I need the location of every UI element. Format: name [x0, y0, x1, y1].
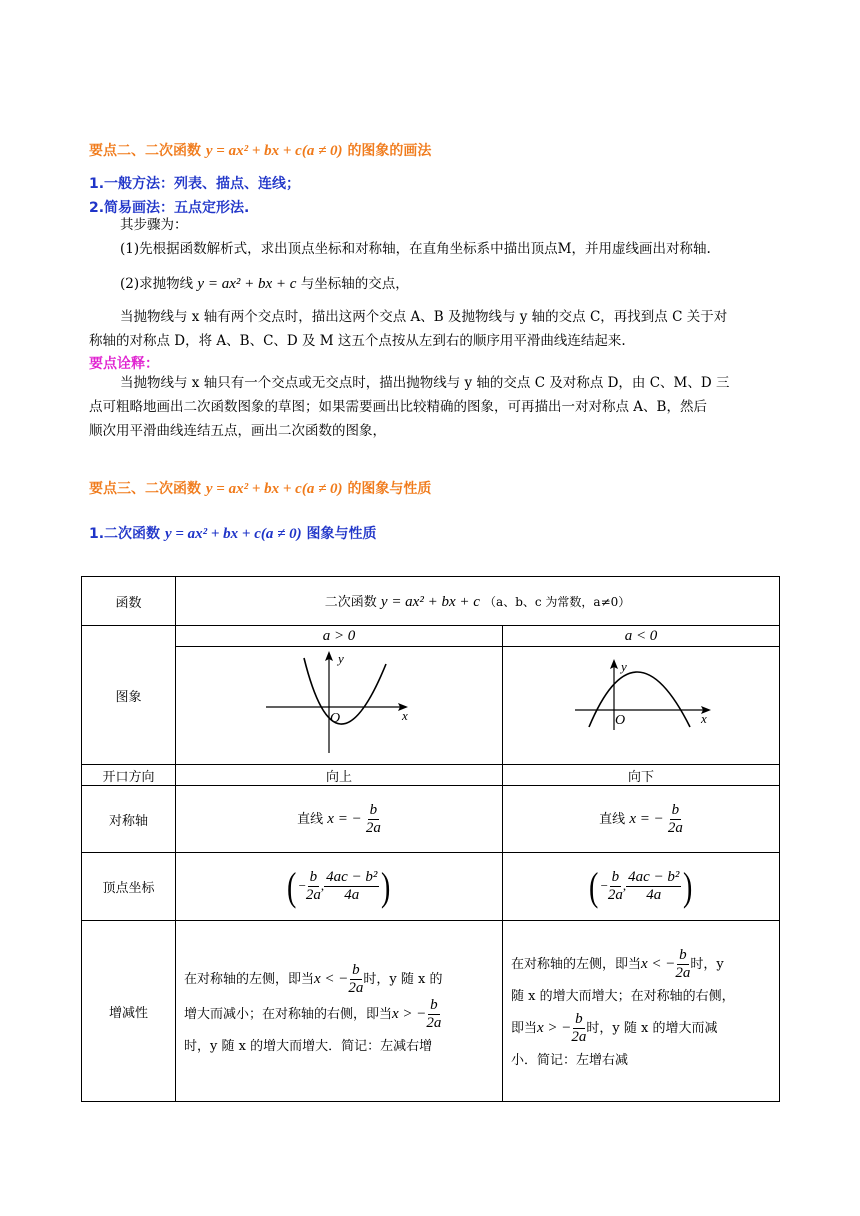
- cell-text: 增大而减小；在对称轴的右侧，即当: [184, 1006, 393, 1022]
- cell-note: （a、b、c 为常数，a≠0）: [484, 595, 631, 609]
- heading-text: 要点二、二次函数: [89, 143, 201, 159]
- cell-formula: −: [600, 878, 608, 893]
- frac-den: 2a: [426, 1014, 442, 1031]
- cell-formula: x < −: [314, 970, 349, 987]
- heading-formula: y = ax² + bx + c(a ≠ 0): [164, 526, 302, 542]
- cell-text: 小．简记：左增右减: [511, 1053, 629, 1068]
- method-item-2: 2.简易画法：五点定形法.: [89, 200, 250, 216]
- subsection-heading: [89, 523, 377, 543]
- heading-formula: y = ax² + bx + c(a ≠ 0): [205, 481, 343, 497]
- cell-formula: x > −: [392, 1005, 427, 1022]
- heading-text: 要点三、二次函数: [89, 481, 201, 497]
- cell-formula: x = −: [327, 810, 362, 827]
- cell-formula: x = −: [629, 810, 664, 827]
- heading-formula: y = ax² + bx + c(a ≠ 0): [205, 143, 343, 159]
- table-row: [82, 626, 780, 647]
- steps-intro: 其步骤为：: [120, 217, 188, 233]
- step-2: [120, 271, 409, 298]
- frac-num: b: [352, 961, 360, 978]
- step-formula: y = ax² + bx + c: [197, 276, 297, 292]
- row-label: 增减性: [82, 921, 176, 1102]
- vertex-neg: ( − $\frac{b}{2a}$ , $\frac{\text{4ac − b²}}{4a}$ ): [503, 853, 780, 921]
- cell-text: 直线: [599, 811, 626, 827]
- fraction: [608, 869, 623, 904]
- frac-num: 4ac − b²: [326, 869, 378, 885]
- row-label: 顶点坐标: [82, 853, 176, 921]
- open-pos: 向上: [176, 765, 503, 786]
- origin-label: O: [330, 711, 341, 726]
- cell-text: 时，y 随 x 的增大而减: [586, 1021, 718, 1036]
- frac-den: 2a: [305, 887, 321, 903]
- cell-formula: x > −: [537, 1020, 572, 1036]
- frac-num: b: [575, 1011, 583, 1027]
- function-cell: [176, 577, 780, 626]
- cell-formula: y = ax² + bx + c: [380, 594, 480, 610]
- frac-num: b: [309, 869, 318, 885]
- axis-neg: [503, 786, 780, 853]
- fraction: [348, 962, 363, 997]
- paragraph-line: 顺次用平滑曲线连结五点，画出二次函数的图象，: [89, 423, 386, 439]
- fraction: [324, 869, 379, 904]
- frac-den: 4a: [646, 887, 662, 903]
- graph-up-cell: [176, 647, 503, 765]
- step-text: (2)求抛物线: [120, 276, 194, 292]
- cell-formula: −: [298, 878, 306, 893]
- paragraph-line: 当抛物线与 x 轴只有一个交点或无交点时，描出抛物线与 y 轴的交点 C 及对称点 D，由 C、M、D 三: [120, 375, 730, 391]
- table-row: [82, 647, 780, 765]
- frac-num: b: [671, 801, 680, 818]
- fraction: [626, 869, 681, 904]
- paragraph-line: 点可粗略地画出二次函数图象的草图；如果需要画出比较精确的图象，可再描出一对对称点 A、B，然后: [89, 399, 707, 415]
- cell-text: 直线: [297, 811, 324, 827]
- paragraph-line: 称轴的对称点 D，将 A、B、C、D 及 M 这五个点按从左到右的顺序用平滑曲线连结起来.: [89, 333, 626, 349]
- cell-text: 随 x 的增大而增大；在对称轴的右侧，: [511, 989, 735, 1004]
- row-label: 对称轴: [82, 786, 176, 853]
- table-row: [82, 765, 780, 786]
- table-row: [82, 853, 780, 921]
- origin-label: O: [615, 713, 626, 728]
- axis-y-label: y: [338, 651, 344, 666]
- properties-table: [81, 576, 780, 1102]
- frac-num: 4ac − b²: [628, 869, 680, 885]
- heading-text: 1.二次函数: [89, 526, 161, 542]
- frac-den: 2a: [571, 1029, 587, 1045]
- cell-text: 即当: [511, 1021, 538, 1036]
- cell-text: 在对称轴的左侧，即当: [511, 957, 642, 972]
- axis-x-label: x: [701, 711, 707, 726]
- method-item-1: 1.一般方法：列表、描点、连线；: [89, 176, 301, 192]
- step-text: 与坐标轴的交点，: [300, 276, 409, 292]
- table-row: [82, 786, 780, 853]
- step-1: (1)先根据函数解析式，求出顶点坐标和对称轴，在直角坐标系中描出顶点M，并用虚线画出对称轴.: [120, 241, 711, 257]
- row-label: 函数: [82, 577, 176, 626]
- fraction: [426, 997, 441, 1032]
- note-label: 要点诠释：: [89, 356, 159, 372]
- open-neg: 向下: [503, 765, 780, 786]
- heading-text: 的图象与性质: [347, 481, 432, 497]
- frac-den: 2a: [675, 965, 691, 981]
- table-row: [82, 921, 780, 1102]
- fraction: [571, 1011, 586, 1046]
- fraction: [306, 869, 321, 904]
- row-label: 开口方向: [82, 765, 176, 786]
- monotonic-neg: [503, 921, 780, 1102]
- axis-x-label: x: [402, 708, 408, 723]
- frac-num: b: [430, 996, 438, 1013]
- fraction: [366, 802, 381, 837]
- cell-text: 时，y 随 x 的: [363, 971, 443, 987]
- fraction: [668, 802, 683, 837]
- parabola-down-graph: [503, 647, 780, 760]
- frac-den: 2a: [607, 887, 623, 903]
- fraction: [675, 947, 690, 982]
- parabola-up-graph: [176, 647, 503, 760]
- vertex-pos: ( − $\frac{b}{2a}$ , $\frac{\text{4ac − b²}}{4a}$ ): [176, 853, 503, 921]
- cell-text: 时，y: [690, 957, 724, 972]
- frac-den: 2a: [365, 819, 381, 836]
- frac-den: 2a: [667, 819, 683, 836]
- cell-formula: x < −: [641, 956, 676, 972]
- cell-text: 在对称轴的左侧，即当: [184, 971, 315, 987]
- axis-y-label: y: [621, 659, 627, 674]
- section3-heading: [89, 478, 431, 498]
- heading-text: 的图象的画法: [347, 143, 432, 159]
- frac-num: b: [611, 869, 620, 885]
- paragraph-line: 当抛物线与 x 轴有两个交点时，描出这两个交点 A、B 及抛物线与 y 轴的交点 C，再找到点 C 关于对: [120, 309, 728, 325]
- frac-den: 2a: [348, 979, 364, 996]
- frac-num: b: [369, 801, 378, 818]
- section2-heading: [89, 140, 431, 160]
- cell-text: 二次函数: [324, 595, 377, 610]
- table-row: [82, 577, 780, 626]
- cell-text: 时，y 随 x 的增大而增大．简记：左减右增: [184, 1038, 433, 1054]
- heading-text: 图象与性质: [306, 526, 377, 542]
- monotonic-pos: [176, 921, 503, 1102]
- axis-pos: [176, 786, 503, 853]
- col-header-neg: a < 0: [503, 626, 780, 647]
- row-label: 图象: [82, 626, 176, 765]
- col-header-pos: a > 0: [176, 626, 503, 647]
- frac-den: 4a: [344, 887, 360, 903]
- graph-down-cell: [503, 647, 780, 765]
- frac-num: b: [679, 947, 687, 963]
